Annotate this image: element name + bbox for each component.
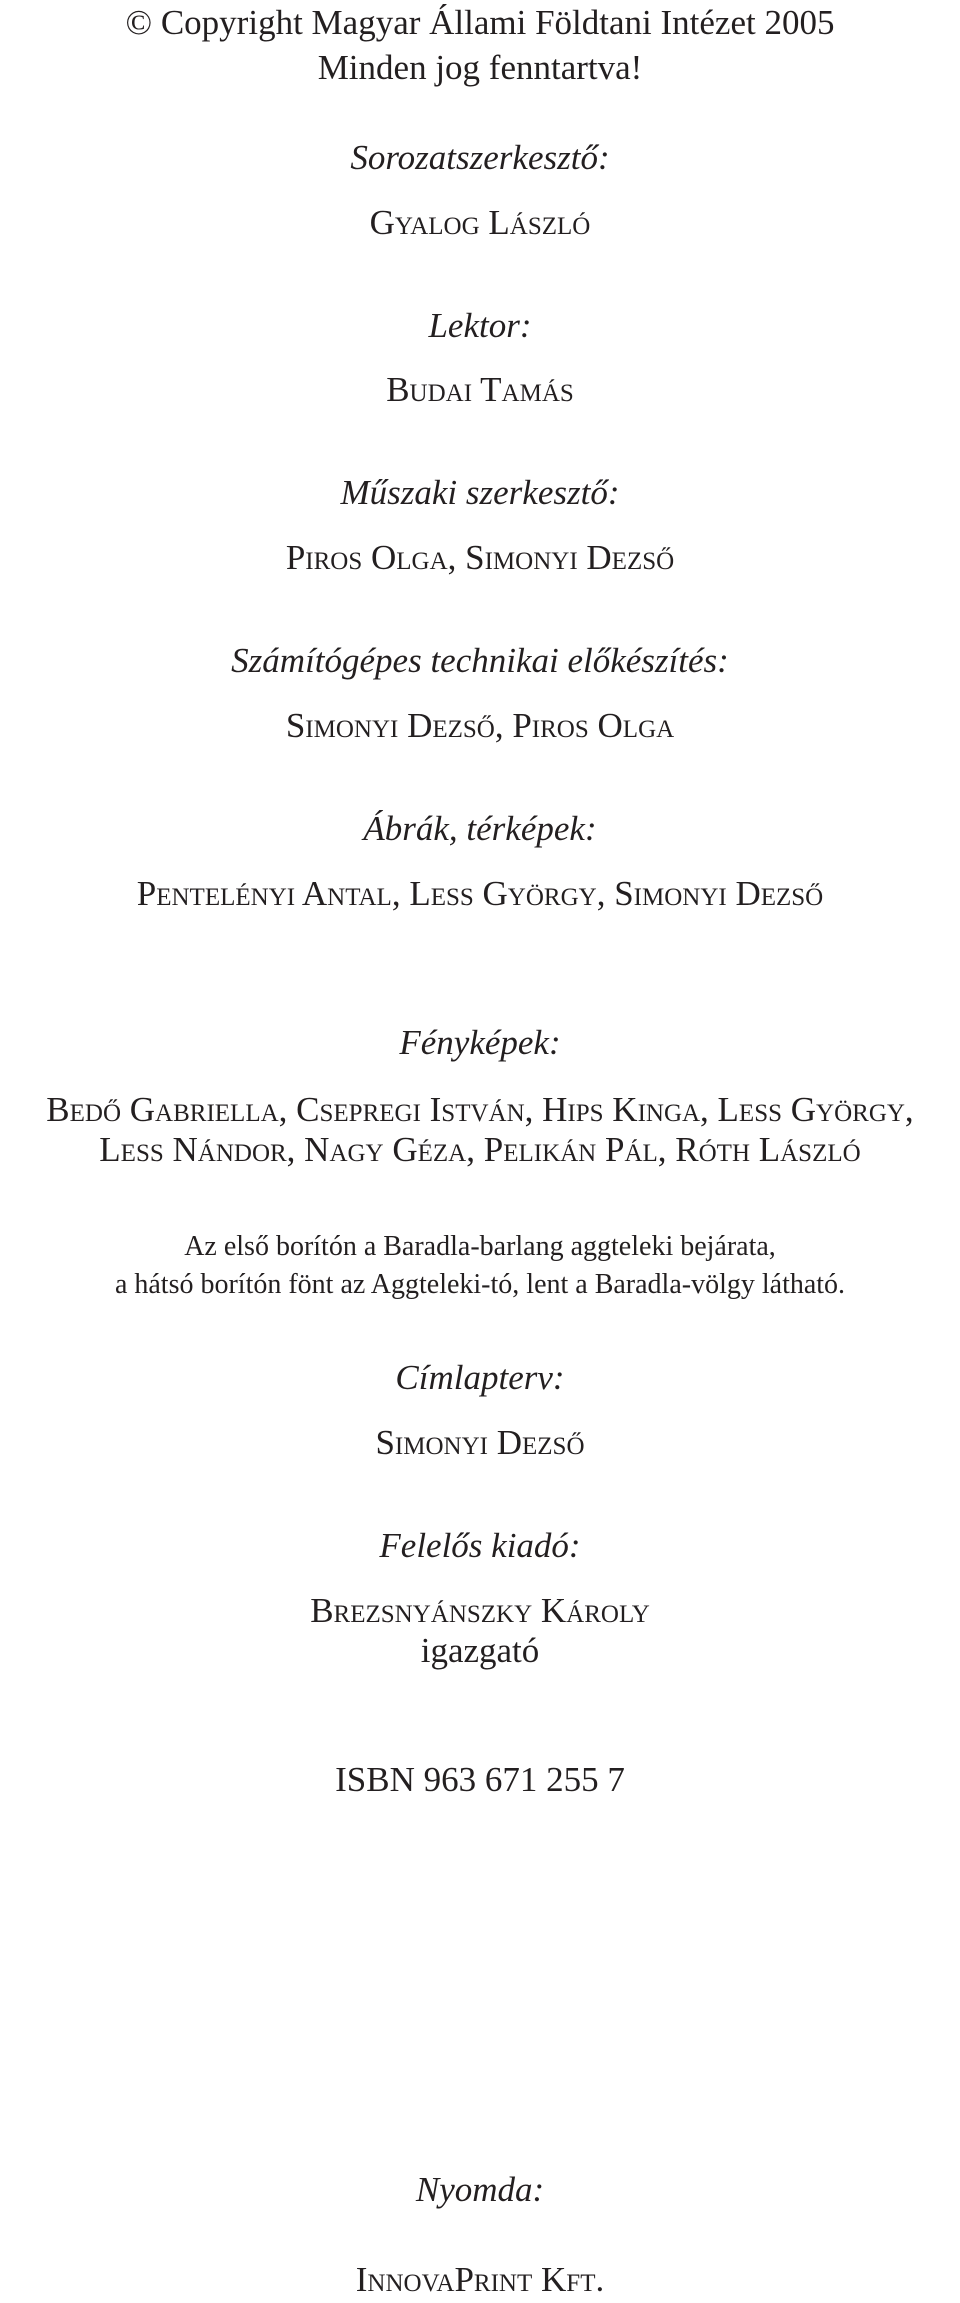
figures-maps-label: Ábrák, térképek: [363, 809, 597, 848]
reviewer-name: Budai Tamás [386, 370, 574, 409]
cover-note-line1: Az első borítón a Baradla-barlang aggteleki bejárata, [184, 1231, 776, 1262]
computer-preparation-label: Számítógépes technikai előkészítés: [231, 641, 729, 680]
technical-editor-label: Műszaki szerkesztő: [340, 473, 620, 512]
photos-names-line1: Bedő Gabriella, Csepregi István, Hips Kinga, Less György, [46, 1090, 914, 1129]
series-editor-label: Sorozatszerkesztő: [350, 138, 610, 177]
computer-preparation-names: Simonyi Dezső, Piros Olga [285, 706, 675, 745]
figures-maps-names: Pentelényi Antal, Less György, Simonyi Dezső [136, 874, 824, 913]
cover-design-label: Címlapterv: [395, 1358, 565, 1397]
publisher-title: igazgató [420, 1631, 540, 1670]
isbn: ISBN 963 671 255 7 [335, 1760, 625, 1799]
publisher-label: Felelős kiadó: [379, 1526, 581, 1565]
photos-names-line2: Less Nándor, Nagy Géza, Pelikán Pál, Róth László [99, 1130, 861, 1169]
cover-design-name: Simonyi Dezső [375, 1423, 585, 1462]
printer-name: InnovaPrint Kft. [355, 2260, 605, 2299]
printer-label: Nyomda: [415, 2170, 545, 2209]
rights-reserved-line: Minden jog fenntartva! [317, 48, 643, 87]
copyright-line: © Copyright Magyar Állami Földtani Intézet 2005 [125, 3, 835, 42]
photos-label: Fényképek: [399, 1023, 561, 1062]
cover-note-line2: a hátsó borítón fönt az Aggteleki-tó, lent a Baradla-völgy látható. [114, 1269, 846, 1300]
publisher-name: Brezsnyánszky Károly [310, 1591, 650, 1630]
technical-editor-names: Piros Olga, Simonyi Dezső [285, 538, 675, 577]
series-editor-name: Gyalog László [369, 203, 591, 242]
reviewer-label: Lektor: [428, 306, 532, 345]
